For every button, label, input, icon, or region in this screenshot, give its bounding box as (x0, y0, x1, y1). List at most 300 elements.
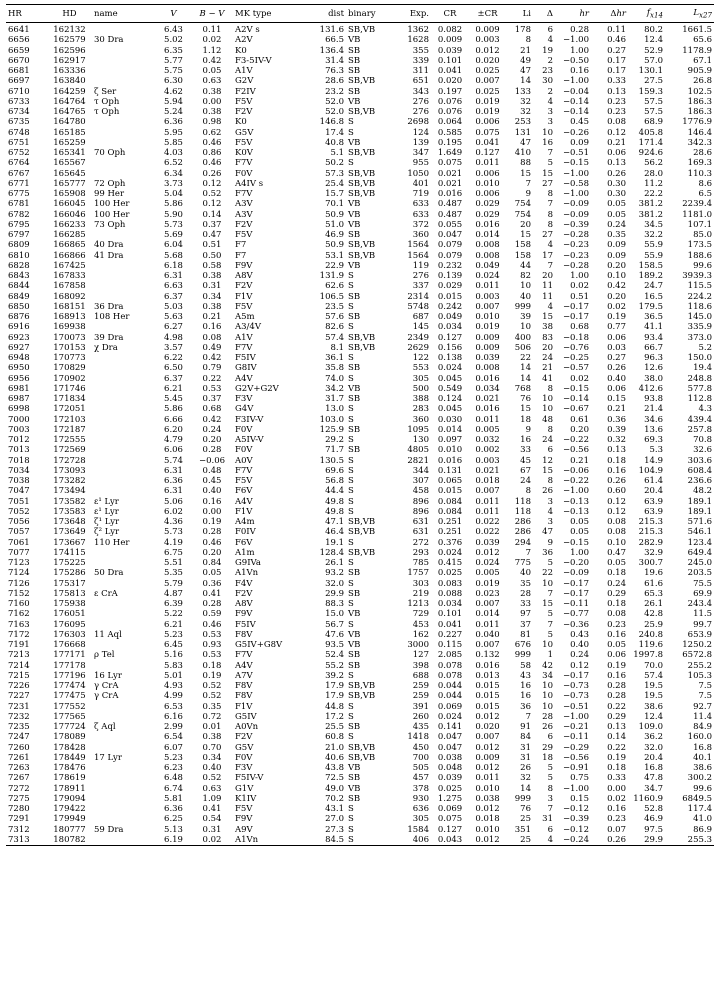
cell-cr: 0.415 (437, 558, 463, 568)
cell-lx: 117.4 (687, 804, 712, 814)
cell-binary: SB,VB (348, 517, 376, 527)
header-fx (628, 5, 665, 23)
cell-mk-type: F5V (235, 96, 253, 107)
cell-hr: 7263 (8, 763, 30, 773)
cell-li: 410 (514, 148, 531, 158)
cell-cr: 0.047 (437, 742, 463, 753)
cell-fx: 57.4 (644, 670, 663, 681)
cell-hr: 7057 (8, 527, 30, 538)
cell-exp: 1628 (407, 35, 429, 46)
cell-hd: 178428 (53, 742, 86, 753)
cell-dist: 74.0 (325, 373, 344, 384)
cell-v: 6.25 (164, 814, 183, 825)
cell-lx: 92.7 (693, 701, 712, 712)
cell-li: 37 (520, 619, 531, 630)
cell-dist: 21.0 (325, 742, 344, 753)
cell-hr-ratio-error: 0.05 (607, 199, 626, 210)
cell-hr-ratio-error: 0.16 (607, 670, 626, 681)
cell-dist: 27.3 (325, 824, 344, 835)
cell-hr-ratio-error: 0.32 (607, 435, 626, 445)
cell-hd: 175225 (53, 558, 86, 568)
cell-cr-error: 0.009 (475, 25, 500, 35)
cell-mk-type: A1Vn (235, 834, 259, 845)
cell-dist: 29.2 (325, 435, 344, 445)
table-row (6, 343, 714, 353)
cell-hr-ratio: −0.91 (562, 763, 589, 773)
table-row (6, 87, 714, 97)
cell-hd: 180777 (53, 824, 86, 835)
cell-fx: 12.4 (644, 35, 663, 46)
cell-binary: S (348, 404, 354, 415)
cell-bv: 0.47 (202, 230, 222, 240)
cell-dist: 49.0 (325, 783, 344, 794)
table-row (6, 312, 714, 322)
cell-hr-ratio: −0.39 (562, 814, 589, 825)
cell-li: 7 (525, 178, 531, 189)
cell-exp: 3000 (407, 640, 429, 650)
cell-dist: 27.0 (325, 814, 344, 825)
cell-exp: 450 (412, 742, 429, 753)
cell-li: 8 (525, 35, 531, 46)
cell-lx: 32.6 (693, 445, 712, 456)
cell-cr-error: 0.008 (475, 240, 500, 251)
cell-cr-error: 0.025 (475, 86, 500, 97)
cell-hr-ratio: −0.14 (562, 96, 589, 107)
cell-exp: 293 (412, 547, 429, 558)
cell-binary: S (348, 281, 354, 292)
cell-delta: 7 (547, 199, 553, 210)
cell-mk-type: A4IV s (235, 178, 264, 189)
cell-name (92, 620, 156, 630)
cell-delta: 31 (542, 814, 553, 825)
cell-hr-ratio: −0.56 (562, 752, 589, 763)
cell-hr-ratio: 0.68 (570, 322, 589, 333)
cell-binary: S (348, 701, 354, 712)
table-row (6, 199, 714, 209)
cell-hr: 7172 (8, 629, 30, 640)
cell-exp: 1584 (407, 824, 429, 835)
cell-lx: 203.5 (687, 568, 712, 579)
cell-binary: S (348, 486, 354, 497)
cell-li: 76 (520, 804, 531, 814)
cell-dist: 31.7 (325, 394, 344, 404)
cell-dist: 56.7 (325, 619, 344, 630)
cell-bv: 0.84 (202, 558, 222, 568)
cell-hr-ratio: 0.45 (570, 117, 589, 128)
cell-hd: 173667 (53, 537, 86, 548)
cell-dist: 72.5 (325, 773, 344, 784)
cell-mk-type: K0 (235, 117, 247, 128)
cell-exp: 122 (412, 353, 429, 363)
cell-name: 40 Dra (94, 240, 124, 251)
table-row (6, 825, 714, 835)
cell-hr-ratio: −0.09 (562, 568, 589, 579)
cell-exp: 505 (412, 763, 429, 773)
cell-dist: 88.3 (325, 599, 344, 609)
table-row (6, 784, 714, 794)
table-row (6, 743, 714, 753)
cell-delta: 8 (547, 783, 553, 794)
cell-binary: VB (348, 383, 361, 394)
cell-lx: 4.3 (698, 404, 712, 415)
cell-fx: 1160.9 (633, 793, 663, 804)
cell-hr-ratio: −0.77 (562, 609, 589, 620)
cell-fx: 32.0 (644, 742, 663, 753)
cell-binary: S (348, 619, 354, 630)
cell-v: 6.37 (164, 291, 183, 302)
cell-bv: 0.42 (202, 353, 222, 363)
table-row (6, 599, 714, 609)
header-hd: HD (47, 5, 92, 23)
cell-cr: 0.055 (437, 219, 463, 230)
table-body (6, 23, 714, 846)
cell-bv: 0.41 (202, 804, 222, 814)
cell-delta: 15 (542, 465, 553, 476)
cell-cr: 0.115 (437, 640, 463, 650)
cell-name (92, 46, 156, 56)
cell-name (92, 804, 156, 814)
cell-cr-error: 0.015 (475, 691, 500, 702)
cell-hr-ratio-error: 0.33 (607, 773, 626, 784)
cell-lx: 123.4 (687, 537, 712, 548)
cell-delta: 47 (542, 527, 553, 538)
cell-hr: 7215 (8, 670, 30, 681)
cell-cr-error: 0.012 (475, 45, 500, 56)
cell-hr: 7003 (8, 424, 30, 435)
cell-delta: 34 (542, 670, 553, 681)
cell-binary: SB (348, 588, 361, 599)
cell-cr-error: 0.034 (475, 383, 500, 394)
cell-v: 6.39 (164, 599, 183, 609)
cell-binary: SB (348, 722, 361, 732)
cell-binary: SB (348, 445, 361, 456)
cell-bv: 0.98 (202, 117, 222, 128)
cell-v: 6.04 (164, 240, 183, 251)
cell-binary: SB,VB (348, 681, 376, 691)
cell-name (92, 271, 156, 281)
cell-hd: 166865 (53, 240, 86, 251)
cell-name (92, 814, 156, 824)
table-row (6, 702, 714, 712)
cell-hr: 6670 (8, 55, 30, 66)
cell-cr: 2.085 (437, 650, 463, 661)
cell-cr: 0.101 (437, 55, 463, 66)
cell-delta: 5 (547, 629, 553, 640)
cell-bv: 0.63 (202, 783, 222, 794)
cell-v: 6.31 (164, 271, 183, 281)
cell-name (92, 425, 156, 435)
table-row (6, 322, 714, 332)
header-binary: binary (346, 5, 394, 23)
cell-name: ζ² Lyr (94, 527, 120, 538)
cell-exp: 311 (412, 66, 429, 76)
cell-bv: 0.86 (202, 148, 222, 158)
cell-fx: 19.5 (644, 691, 663, 702)
cell-name: ζ Aql (94, 722, 116, 732)
cell-v: 6.53 (164, 701, 183, 712)
cell-hr-ratio-error: 0.20 (607, 291, 626, 302)
cell-li: 18 (520, 414, 531, 425)
cell-dist: 13.0 (325, 404, 344, 415)
cell-binary: SB,VB (348, 107, 376, 117)
cell-lx: 7.5 (698, 681, 712, 691)
cell-li: 775 (514, 558, 531, 568)
cell-exp: 5748 (407, 301, 429, 312)
cell-exp: 457 (412, 773, 429, 784)
header-lx-subscript: x27 (699, 10, 712, 20)
cell-cr: 0.127 (437, 824, 463, 835)
cell-mk-type: K0V (235, 148, 253, 158)
cell-dist: 57.6 (325, 312, 344, 322)
cell-name (92, 23, 156, 36)
cell-cr: 0.025 (437, 568, 463, 579)
cell-binary: S (348, 373, 354, 384)
cell-hr: 6797 (8, 230, 30, 240)
cell-cr-error: 0.040 (475, 629, 500, 640)
cell-hr: 7038 (8, 476, 30, 486)
cell-fx: 24.7 (644, 281, 663, 292)
cell-li: 47 (520, 66, 531, 76)
cell-hd: 164764 (53, 96, 86, 107)
cell-li: 253 (514, 117, 531, 128)
cell-lx: 99.6 (693, 260, 712, 271)
cell-bv: 0.38 (202, 271, 222, 281)
cell-dist: 51.0 (325, 219, 344, 230)
cell-bv: 0.00 (202, 96, 222, 107)
cell-cr: 0.097 (437, 435, 463, 445)
cell-v: 4.87 (164, 588, 183, 599)
cell-li: 351 (514, 824, 531, 835)
cell-lx: 6849.5 (682, 793, 712, 804)
cell-hd: 163840 (53, 76, 86, 87)
cell-hd: 179422 (53, 804, 86, 814)
cell-bv: 0.02 (202, 35, 222, 46)
cell-bv: −0.06 (198, 455, 226, 466)
cell-dist: 93.5 (325, 640, 344, 650)
cell-li: 131 (514, 127, 531, 138)
cell-v: 6.63 (164, 281, 183, 292)
cell-dist: 35.8 (325, 363, 344, 374)
cell-name (92, 712, 156, 722)
cell-v: 3.57 (164, 342, 183, 353)
cell-fx: 69.3 (644, 435, 663, 445)
cell-lx: 1661.5 (682, 25, 712, 35)
table-row (6, 548, 714, 558)
cell-exp: 305 (412, 814, 429, 825)
cell-binary: S (348, 814, 354, 825)
header-hardness-ratio: hr (555, 5, 591, 23)
cell-hr-ratio: −0.25 (562, 353, 589, 363)
cell-cr-error: 0.019 (475, 578, 500, 589)
cell-hd: 176303 (53, 629, 86, 640)
cell-dist: 84.5 (325, 834, 344, 845)
cell-hr-ratio: −1.00 (562, 189, 589, 199)
cell-exp: 553 (412, 363, 429, 374)
cell-hd: 171834 (53, 394, 86, 404)
cell-hr-ratio: 0.09 (570, 137, 589, 148)
cell-dist: 22.9 (325, 260, 344, 271)
cell-bv: 0.28 (202, 445, 222, 456)
cell-li: 14 (520, 783, 531, 794)
cell-delta: 48 (542, 414, 553, 425)
cell-exp: 388 (412, 394, 429, 404)
cell-fx: 159.3 (638, 86, 663, 97)
cell-hd: 166046 (53, 209, 86, 220)
cell-binary: SB (348, 86, 361, 97)
cell-v: 4.36 (164, 517, 183, 527)
cell-hd: 170902 (53, 373, 86, 384)
cell-mk-type: F6V (235, 537, 253, 548)
cell-fx: 66.7 (644, 342, 663, 353)
cell-hd: 162579 (53, 35, 86, 46)
cell-lx: 41.0 (693, 814, 712, 825)
cell-li: 118 (514, 496, 531, 507)
cell-dist: 39.2 (325, 670, 344, 681)
cell-v: 6.06 (164, 445, 183, 456)
cell-delta: 7 (547, 148, 553, 158)
cell-exp: 2314 (407, 291, 429, 302)
table-row (6, 691, 714, 701)
cell-hr-ratio: 0.15 (570, 793, 589, 804)
cell-v: 5.81 (164, 793, 183, 804)
cell-bv: 0.38 (202, 301, 222, 312)
cell-hr-ratio: −0.20 (562, 558, 589, 568)
cell-bv: 0.19 (202, 670, 222, 681)
cell-fx: 19.6 (644, 568, 663, 579)
cell-hr: 6849 (8, 291, 30, 302)
cell-hr-ratio-error: 0.06 (607, 383, 626, 394)
cell-cr-error: 0.012 (475, 804, 500, 814)
cell-bv: 0.93 (202, 640, 222, 650)
table-row (6, 169, 714, 179)
cell-lx: 243.4 (687, 599, 712, 609)
cell-hr: 7000 (8, 414, 30, 425)
table-row (6, 158, 714, 168)
cell-delta: 12 (542, 455, 553, 466)
cell-mk-type: A1m (235, 547, 255, 558)
cell-v: 6.50 (164, 363, 183, 374)
cell-li: 25 (520, 834, 531, 845)
cell-cr-error: 0.007 (475, 640, 500, 650)
cell-v: 4.93 (164, 681, 183, 691)
table-row (6, 466, 714, 476)
cell-hd: 176095 (53, 619, 86, 630)
table-row (6, 415, 714, 425)
cell-bv: 0.38 (202, 86, 222, 97)
cell-bv: 0.05 (202, 66, 222, 76)
cell-fx: 14.9 (644, 455, 663, 466)
cell-dist: 52.0 (325, 107, 344, 117)
cell-hr: 6876 (8, 312, 30, 322)
cell-dist: 25.5 (325, 722, 344, 732)
cell-exp: 729 (412, 609, 429, 620)
cell-hr-ratio-error: 0.08 (607, 527, 626, 538)
cell-lx: 16.8 (693, 742, 712, 753)
table-row (6, 220, 714, 230)
cell-hr: 7280 (8, 804, 30, 814)
cell-hd: 162596 (53, 45, 86, 56)
cell-bv: 0.00 (202, 506, 222, 517)
cell-cr: 0.014 (437, 424, 463, 435)
cell-li: 24 (520, 476, 531, 486)
cell-cr: 0.242 (437, 301, 463, 312)
cell-hr-ratio-error: 0.40 (607, 373, 626, 384)
cell-hd: 173494 (53, 486, 86, 497)
cell-dist: 128.4 (319, 547, 344, 558)
cell-hr: 7312 (8, 824, 30, 835)
cell-lx: 1178.9 (682, 45, 712, 56)
table-row (6, 804, 714, 814)
cell-cr: 0.251 (437, 527, 463, 538)
cell-cr-error: 0.015 (475, 681, 500, 691)
table-row (6, 353, 714, 363)
cell-lx: 255.3 (687, 834, 712, 845)
cell-binary: SB,VB (348, 168, 376, 179)
cell-hd: 177196 (53, 670, 86, 681)
cell-name (92, 661, 156, 671)
cell-cr: 0.078 (437, 670, 463, 681)
cell-fx: 70.0 (644, 660, 663, 671)
table-row (6, 404, 714, 414)
cell-exp: 119 (412, 260, 429, 271)
cell-binary: S (348, 435, 354, 445)
table-row (6, 814, 714, 824)
cell-hd: 179949 (53, 814, 86, 825)
cell-li: 97 (520, 609, 531, 620)
cell-li: 15 (520, 168, 531, 179)
cell-hr: 6752 (8, 148, 30, 158)
cell-dist: 93.2 (325, 568, 344, 579)
table-row (6, 763, 714, 773)
cell-cr-error: 0.011 (475, 619, 500, 630)
cell-exp: 139 (412, 137, 429, 148)
cell-bv: 0.12 (202, 199, 222, 210)
cell-lx: 11.4 (693, 711, 712, 722)
cell-name (92, 117, 156, 127)
cell-cr: 0.141 (437, 722, 463, 732)
cell-hr: 7056 (8, 517, 30, 527)
cell-cr: 0.024 (437, 547, 463, 558)
cell-exp: 406 (412, 834, 429, 845)
cell-cr: 0.069 (437, 804, 463, 814)
cell-hr-ratio: −0.73 (562, 681, 589, 691)
cell-fx: 240.8 (638, 629, 663, 640)
cell-hr: 6767 (8, 168, 30, 179)
cell-hr-ratio: −0.51 (562, 701, 589, 712)
table-row (6, 230, 714, 240)
cell-lx: 186.3 (687, 96, 712, 107)
cell-hd: 162132 (53, 25, 86, 35)
cell-mk-type: F2V (235, 732, 253, 743)
cell-dist: 29.9 (325, 588, 344, 599)
cell-hr: 7231 (8, 701, 30, 712)
cell-cr-error: 0.010 (475, 824, 500, 835)
cell-mk-type: F5V (235, 476, 253, 486)
cell-bv: 0.11 (202, 25, 222, 35)
cell-lx: 6.5 (698, 189, 712, 199)
cell-fx: 26.1 (644, 599, 663, 609)
cell-dist: 76.3 (325, 66, 344, 76)
cell-hr: 7275 (8, 793, 30, 804)
cell-hr: 7126 (8, 578, 30, 589)
cell-hr: 7152 (8, 588, 30, 599)
cell-name (92, 784, 156, 794)
cell-mk-type: F8V (235, 681, 253, 691)
cell-v: 5.83 (164, 660, 183, 671)
cell-lx: 303.6 (687, 455, 712, 466)
cell-binary: VB (348, 609, 361, 620)
cell-v: 5.35 (164, 568, 183, 579)
